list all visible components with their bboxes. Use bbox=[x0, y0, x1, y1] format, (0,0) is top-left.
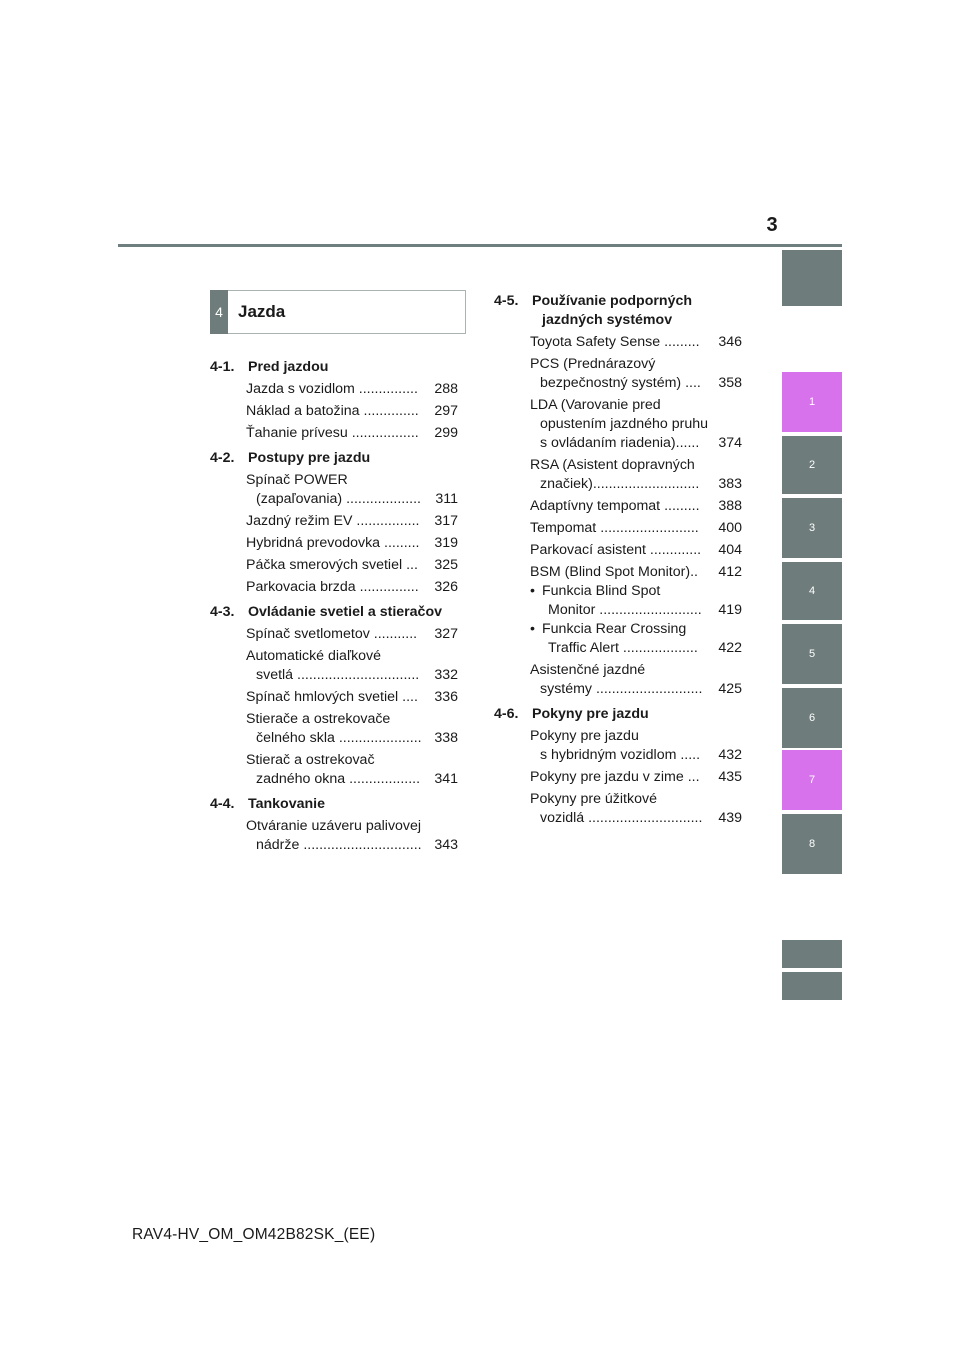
toc-entry[interactable]: Automatické diaľkové svetlá ............................... 332 bbox=[246, 648, 458, 683]
toc-right-column bbox=[494, 286, 742, 828]
toc-entry[interactable]: Pokyny pre úžitkové vozidlá ............................. 439 bbox=[530, 791, 742, 826]
toc-entry[interactable]: Spínač hmlových svetiel .... 336 bbox=[246, 689, 458, 705]
chapter-tab-1[interactable]: 1 bbox=[782, 372, 842, 432]
chapter-heading bbox=[210, 290, 466, 334]
toc-entry[interactable]: Stierač a ostrekovač zadného okna .................. 341 bbox=[246, 752, 458, 787]
toc-entry[interactable]: RSA (Asistent dopravných značiek)........................... 383 bbox=[530, 457, 742, 492]
toc-entry[interactable]: LDA (Varovanie pred opustením jazdného pruhu s ovládaním riadenia)...... 374 bbox=[530, 397, 742, 451]
toc-entry[interactable]: Náklad a batožina .............. 297 bbox=[246, 403, 458, 419]
toc-entry[interactable]: Toyota Safety Sense ......... 346 bbox=[530, 334, 742, 350]
toc-section: 4-1. Pred jazdou bbox=[210, 359, 329, 375]
toc-entry[interactable]: Spínač POWER (zapaľovania) ................... 311 bbox=[246, 472, 458, 507]
toc-entry[interactable]: Parkovací asistent ............. 404 bbox=[530, 542, 742, 558]
document-footer: RAV4-HV_OM_OM42B82SK_(EE) bbox=[132, 1226, 376, 1243]
toc-entry[interactable]: Jazdný režim EV ................ 317 bbox=[246, 513, 458, 529]
chapter-title: Jazda bbox=[238, 302, 286, 321]
toc-entry[interactable]: Jazda s vozidlom ............... 288 bbox=[246, 381, 458, 397]
toc-entry[interactable]: BSM (Blind Spot Monitor).. 412 bbox=[530, 564, 742, 580]
header-rule bbox=[118, 244, 842, 247]
toc-entry[interactable]: Pokyny pre jazdu v zime ... 435 bbox=[530, 769, 742, 785]
chapter-tab-5[interactable]: 5 bbox=[782, 624, 842, 684]
toc-entry[interactable]: Hybridná prevodovka ......... 319 bbox=[246, 535, 458, 551]
toc-entry[interactable]: Ťahanie prívesu ................. 299 bbox=[246, 425, 458, 441]
chapter-tab-blank-top[interactable] bbox=[782, 250, 842, 306]
toc-entry[interactable]: Asistenčné jazdné systémy ........................... 425 bbox=[530, 662, 742, 697]
toc-entry[interactable]: Stierače a ostrekovače čelného skla ..................... 338 bbox=[246, 711, 458, 746]
chapter-tab-blank-1[interactable] bbox=[782, 940, 842, 968]
toc-section: 4-3. Ovládanie svetiel a stieračov bbox=[210, 604, 443, 620]
toc-left-column bbox=[210, 352, 458, 855]
toc-entry[interactable]: Spínač svetlometov ........... 327 bbox=[246, 626, 458, 642]
chapter-tab-blank-2[interactable] bbox=[782, 972, 842, 1000]
chapter-tab-4[interactable]: 4 bbox=[782, 562, 842, 620]
toc-entry[interactable]: Parkovacia brzda ............... 326 bbox=[246, 579, 458, 595]
toc-entry[interactable]: Pokyny pre jazdu s hybridným vozidlom ..... 432 bbox=[530, 728, 742, 763]
toc-entry[interactable]: Páčka smerových svetiel ... 325 bbox=[246, 557, 458, 573]
page-number: 3 bbox=[766, 214, 778, 236]
toc-section: 4-6. Pokyny pre jazdu bbox=[494, 706, 649, 722]
chapter-tab-7[interactable]: 7 bbox=[782, 750, 842, 810]
chapter-tab-3[interactable]: 3 bbox=[782, 498, 842, 558]
bullet-icon: • bbox=[530, 621, 535, 637]
toc-entry[interactable]: Tempomat ......................... 400 bbox=[530, 520, 742, 536]
toc-subentry[interactable]: • Funkcia Blind Spot Monitor .......................... 419 bbox=[530, 583, 742, 618]
toc-entry[interactable]: Adaptívny tempomat ......... 388 bbox=[530, 498, 742, 514]
toc-section: 4-5. Používanie podporných jazdných systémov bbox=[494, 293, 693, 328]
chapter-tab-8[interactable]: 8 bbox=[782, 814, 842, 874]
toc-section: 4-4. Tankovanie bbox=[210, 796, 326, 812]
chapter-number: 4 bbox=[210, 290, 228, 334]
toc-entry[interactable]: PCS (Prednárazový bezpečnostný systém) .... 358 bbox=[530, 356, 742, 391]
bullet-icon: • bbox=[530, 583, 535, 599]
toc-section: 4-2. Postupy pre jazdu bbox=[210, 450, 371, 466]
chapter-tab-6[interactable]: 6 bbox=[782, 688, 842, 748]
chapter-tab-2[interactable]: 2 bbox=[782, 436, 842, 494]
toc-entry[interactable]: Otváranie uzáveru palivovej nádrže .............................. 343 bbox=[246, 818, 458, 853]
toc-subentry[interactable]: • Funkcia Rear Crossing Traffic Alert ................... 422 bbox=[530, 621, 742, 656]
